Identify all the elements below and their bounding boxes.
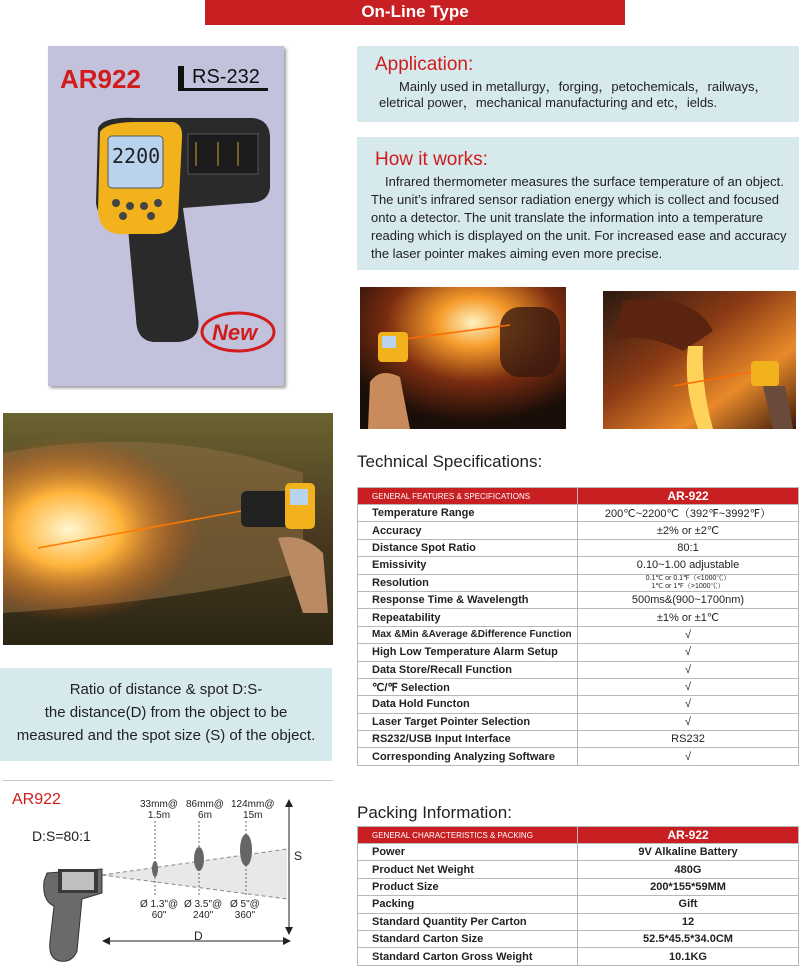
table-row: Corresponding Analyzing Software √ — [358, 748, 799, 765]
packing-header-label: GENERAL CHARACTERISTICS & PACKING — [358, 827, 578, 844]
diagram-top-label-1: 33mm@ 1.5m — [140, 799, 178, 821]
diagram-s-label: S — [294, 849, 303, 863]
tech-specs-header-label: GENERAL FEATURES & SPECIFICATIONS — [358, 488, 578, 505]
table-row: Distance Spot Ratio 80:1 — [358, 539, 799, 556]
table-row: Emissivity 0.10~1.00 adjustable — [358, 557, 799, 574]
table-row: Power 9V Alkaline Battery — [358, 844, 799, 861]
how-it-works-title: How it works: — [375, 149, 488, 170]
diagram-bottom-label-3: Ø 5"@ 360" — [230, 899, 260, 921]
table-row: Standard Carton Size 52.5*45.5*34.0CM — [358, 930, 799, 947]
diagram-top-label-2: 86mm@ 6m — [186, 799, 224, 821]
ratio-line-1: Ratio of distance & spot D:S- — [69, 681, 263, 698]
table-row: Max &Min &Average &Difference Function √ — [358, 626, 799, 643]
tech-specs-header-value: AR-922 — [578, 488, 799, 505]
ratio-description — [0, 668, 332, 761]
diagram-d-label: D — [194, 929, 203, 943]
ratio-line-3: measured and the spot size (S) of the object. — [16, 727, 316, 744]
diagram-ratio: D:S=80:1 — [32, 828, 91, 844]
table-row: Standard Carton Gross Weight 10.1KG — [358, 948, 799, 965]
table-row: Response Time & Wavelength 500ms&(900~1700nm) — [358, 591, 799, 608]
table-row: Temperature Range 200℃~2200℃（392℉~3992℉） — [358, 505, 799, 522]
how-it-works-box — [357, 137, 799, 270]
table-row: Laser Target Pointer Selection √ — [358, 713, 799, 730]
page-banner: On-Line Type — [205, 0, 625, 25]
table-row: Data Hold Functon √ — [358, 696, 799, 713]
diagram-model: AR922 — [12, 791, 61, 808]
table-row: Packing Gift — [358, 896, 799, 913]
new-badge-text: New — [212, 320, 258, 345]
diagram-bottom-label-2: Ø 3.5"@ 240" — [184, 899, 223, 921]
photo-kiln-measurement — [3, 413, 333, 645]
tech-specs-title: Technical Specifications: — [357, 452, 543, 471]
application-text: Mainly used in metallurgy，forging，petochemicals，railways，eletrical power，mechanical manufacturing and etc，ields. — [379, 79, 768, 110]
new-badge — [198, 308, 278, 356]
table-row: Resolution 0.1℃ or 0.1℉（<1000℃） 1℃ or 1℉（>1000℃） — [358, 574, 799, 591]
diagram-top-label-3: 124mm@ 15m — [231, 799, 275, 821]
table-row: Standard Quantity Per Carton 12 — [358, 913, 799, 930]
packing-header — [358, 827, 799, 844]
resolution-line-1: 0.1℃ or 0.1℉（<1000℃） — [645, 574, 731, 582]
packing-header-value: AR-922 — [578, 827, 799, 844]
table-row: Data Store/Recall Function √ — [358, 661, 799, 678]
product-card — [48, 46, 284, 386]
application-title: Application: — [375, 54, 474, 75]
photo-furnace-measurement — [360, 287, 566, 429]
product-model: AR922 — [60, 64, 141, 94]
how-it-works-text: Infrared thermometer measures the surface temperature of an object. The unit’s infrared sensor radiation energy which is collect and focused onto a detector. The unit translate the information into a temperature reading which is displayed on the unit. For increased ease and accuracy the laser pointer makes aiming even more precise. — [371, 174, 787, 261]
table-row: Repeatability ±1% or ±1℃ — [358, 609, 799, 626]
distance-spot-diagram — [2, 780, 333, 972]
interface-label: RS-232 — [178, 66, 268, 91]
tech-specs-table — [357, 487, 799, 766]
packing-title: Packing Information: — [357, 803, 512, 822]
ratio-line-2: the distance(D) from the object to be — [44, 704, 288, 721]
table-row: Product Size 200*155*59MM — [358, 878, 799, 895]
table-row: Accuracy ±2% or ±2℃ — [358, 522, 799, 539]
table-row: RS232/USB Input Interface RS232 — [358, 731, 799, 748]
tech-specs-header — [358, 488, 799, 505]
gun-display-reading: 2200 — [112, 144, 161, 168]
table-row: High Low Temperature Alarm Setup √ — [358, 644, 799, 661]
diagram-bottom-label-1: Ø 1.3"@ 60" — [140, 899, 179, 921]
resolution-line-2: 1℃ or 1℉（>1000℃） — [651, 582, 725, 590]
packing-table — [357, 826, 799, 966]
table-row: ℃/℉ Selection √ — [358, 678, 799, 695]
table-row: Product Net Weight 480G — [358, 861, 799, 878]
photo-molten-pour — [603, 291, 796, 429]
application-box — [357, 46, 799, 122]
